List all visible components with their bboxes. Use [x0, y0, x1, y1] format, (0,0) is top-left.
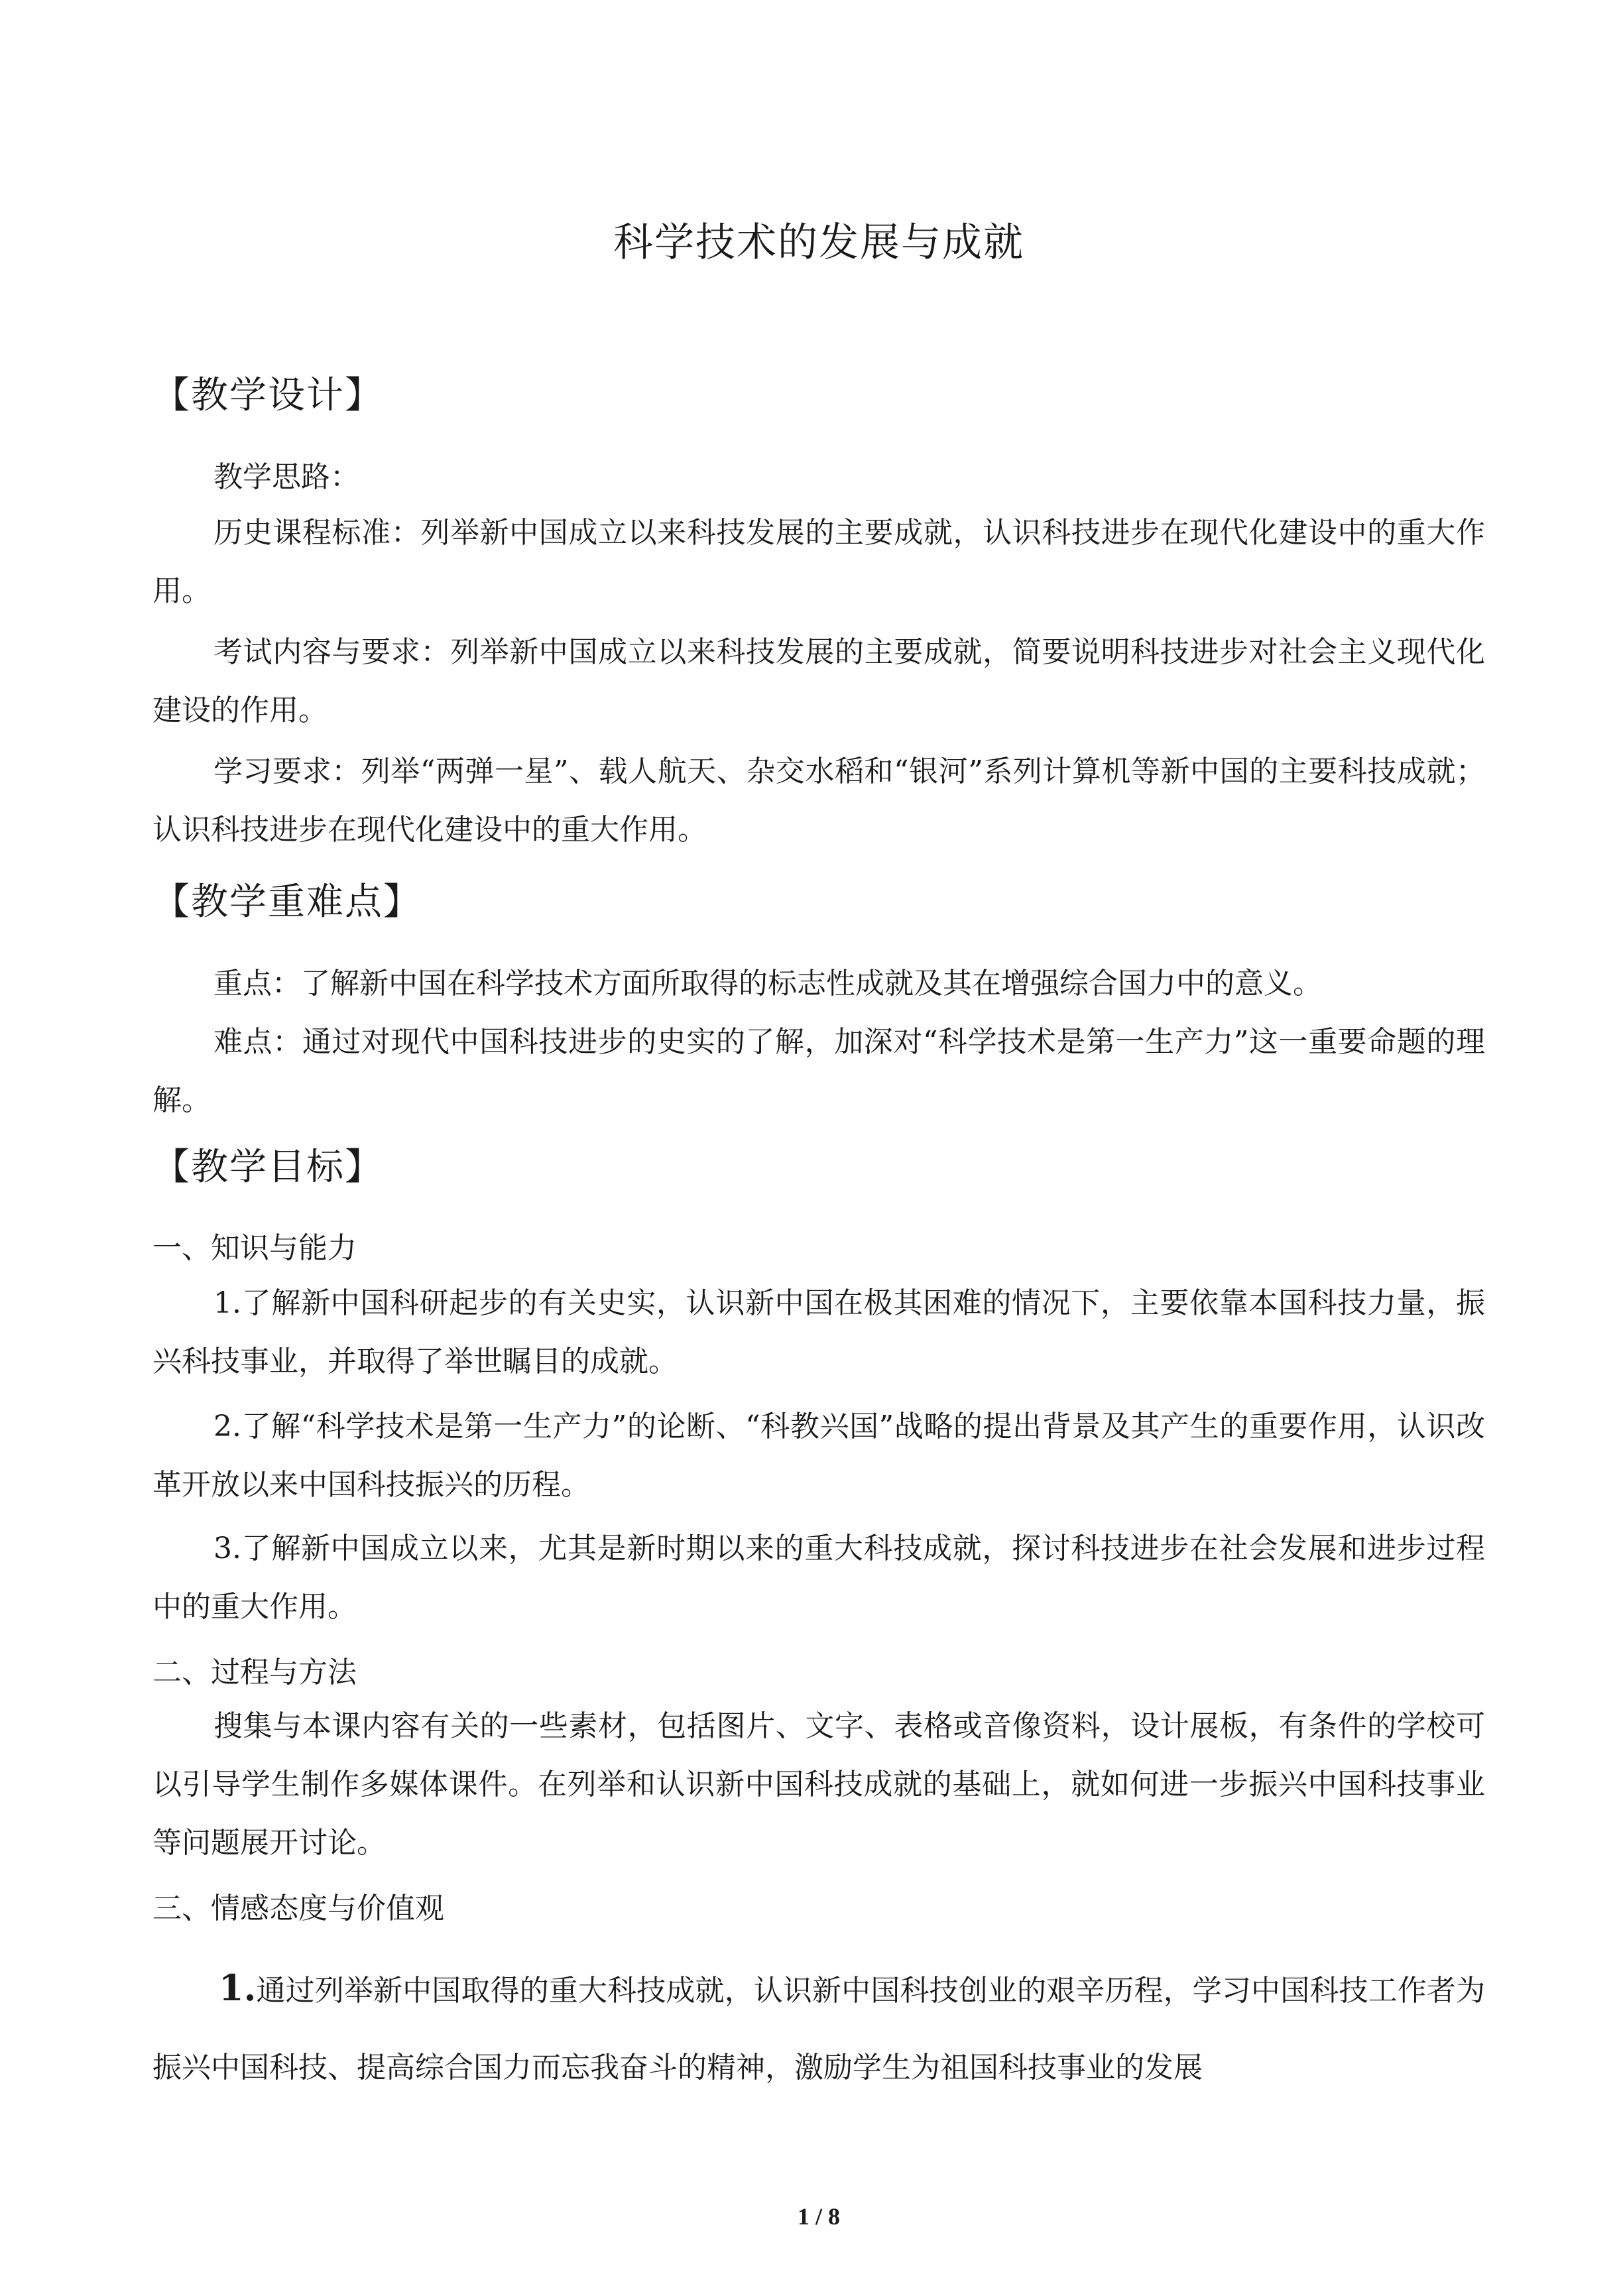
- goal-item-3: 3.了解新中国成立以来，尤其是新时期以来的重大科技成就，探讨科技进步在社会发展和进步过程中的重大作用。: [152, 1532, 1485, 1624]
- key-point-difficulty: 难点：通过对现代中国科技进步的史实的了解，加深对“科学技术是第一生产力”这一重要命题的理解。: [152, 1025, 1486, 1117]
- design-line-study: 学习要求：列举“两弹一星”、载人航天、杂交水稻和“银河”系列计算机等新中国的主要科技成就；认识科技进步在现代化建设中的重大作用。: [152, 755, 1485, 847]
- section-heading-design: 【教学设计】: [152, 374, 383, 417]
- key-point-focus: 重点：了解新中国在科学技术方面所取得的标志性成就及其在增强综合国力中的意义。: [213, 967, 1322, 1000]
- design-line-curriculum: 历史课程标准：列举新中国成立以来科技发展的主要成就，认识科技进步在现代化建设中的重大作用。: [152, 516, 1485, 608]
- goals-subheading-values: 三、情感态度与价值观: [152, 1892, 444, 1925]
- goal-values-number: 1.: [219, 1966, 257, 2009]
- section-heading-goals: 【教学目标】: [152, 1146, 383, 1189]
- goals-subheading-knowledge: 一、知识与能力: [152, 1231, 357, 1265]
- goal-values-body: 通过列举新中国取得的重大科技成就，认识新中国科技创业的艰辛历程，学习中国科技工作者为振兴中国科技、提高综合国力而忘我奋斗的精神，激励学生为祖国科技事业的发展: [152, 1974, 1485, 2085]
- goals-subheading-method: 二、过程与方法: [152, 1656, 357, 1689]
- page-number: 1 / 8: [797, 2203, 840, 2230]
- goal-values-text: [152, 1949, 1485, 2106]
- goal-method-text: 搜集与本课内容有关的一些素材，包括图片、文字、表格或音像资料，设计展板，有条件的学校可以引导学生制作多媒体课件。在列举和认识新中国科技成就的基础上，就如何进一步振兴中国科技事业等问题展开讨论。: [152, 1709, 1485, 1860]
- design-line-approach: 教学思路：: [213, 460, 359, 494]
- goal-item-1: 1.了解新中国科研起步的有关史实，认识新中国在极其困难的情况下，主要依靠本国科技力量，振兴科技事业，并取得了举世瞩目的成就。: [152, 1286, 1485, 1378]
- section-heading-key-points: 【教学重难点】: [152, 880, 422, 924]
- document-title: 科学技术的发展与成就: [613, 219, 1024, 266]
- document-page: [152, 0, 1485, 2296]
- design-line-exam: 考试内容与要求：列举新中国成立以来科技发展的主要成就，简要说明科技进步对社会主义现代化建设的作用。: [152, 635, 1485, 727]
- goal-item-2: 2.了解“科学技术是第一生产力”的论断、“科教兴国”战略的提出背景及其产生的重要作用，认识改革开放以来中国科技振兴的历程。: [152, 1410, 1485, 1502]
